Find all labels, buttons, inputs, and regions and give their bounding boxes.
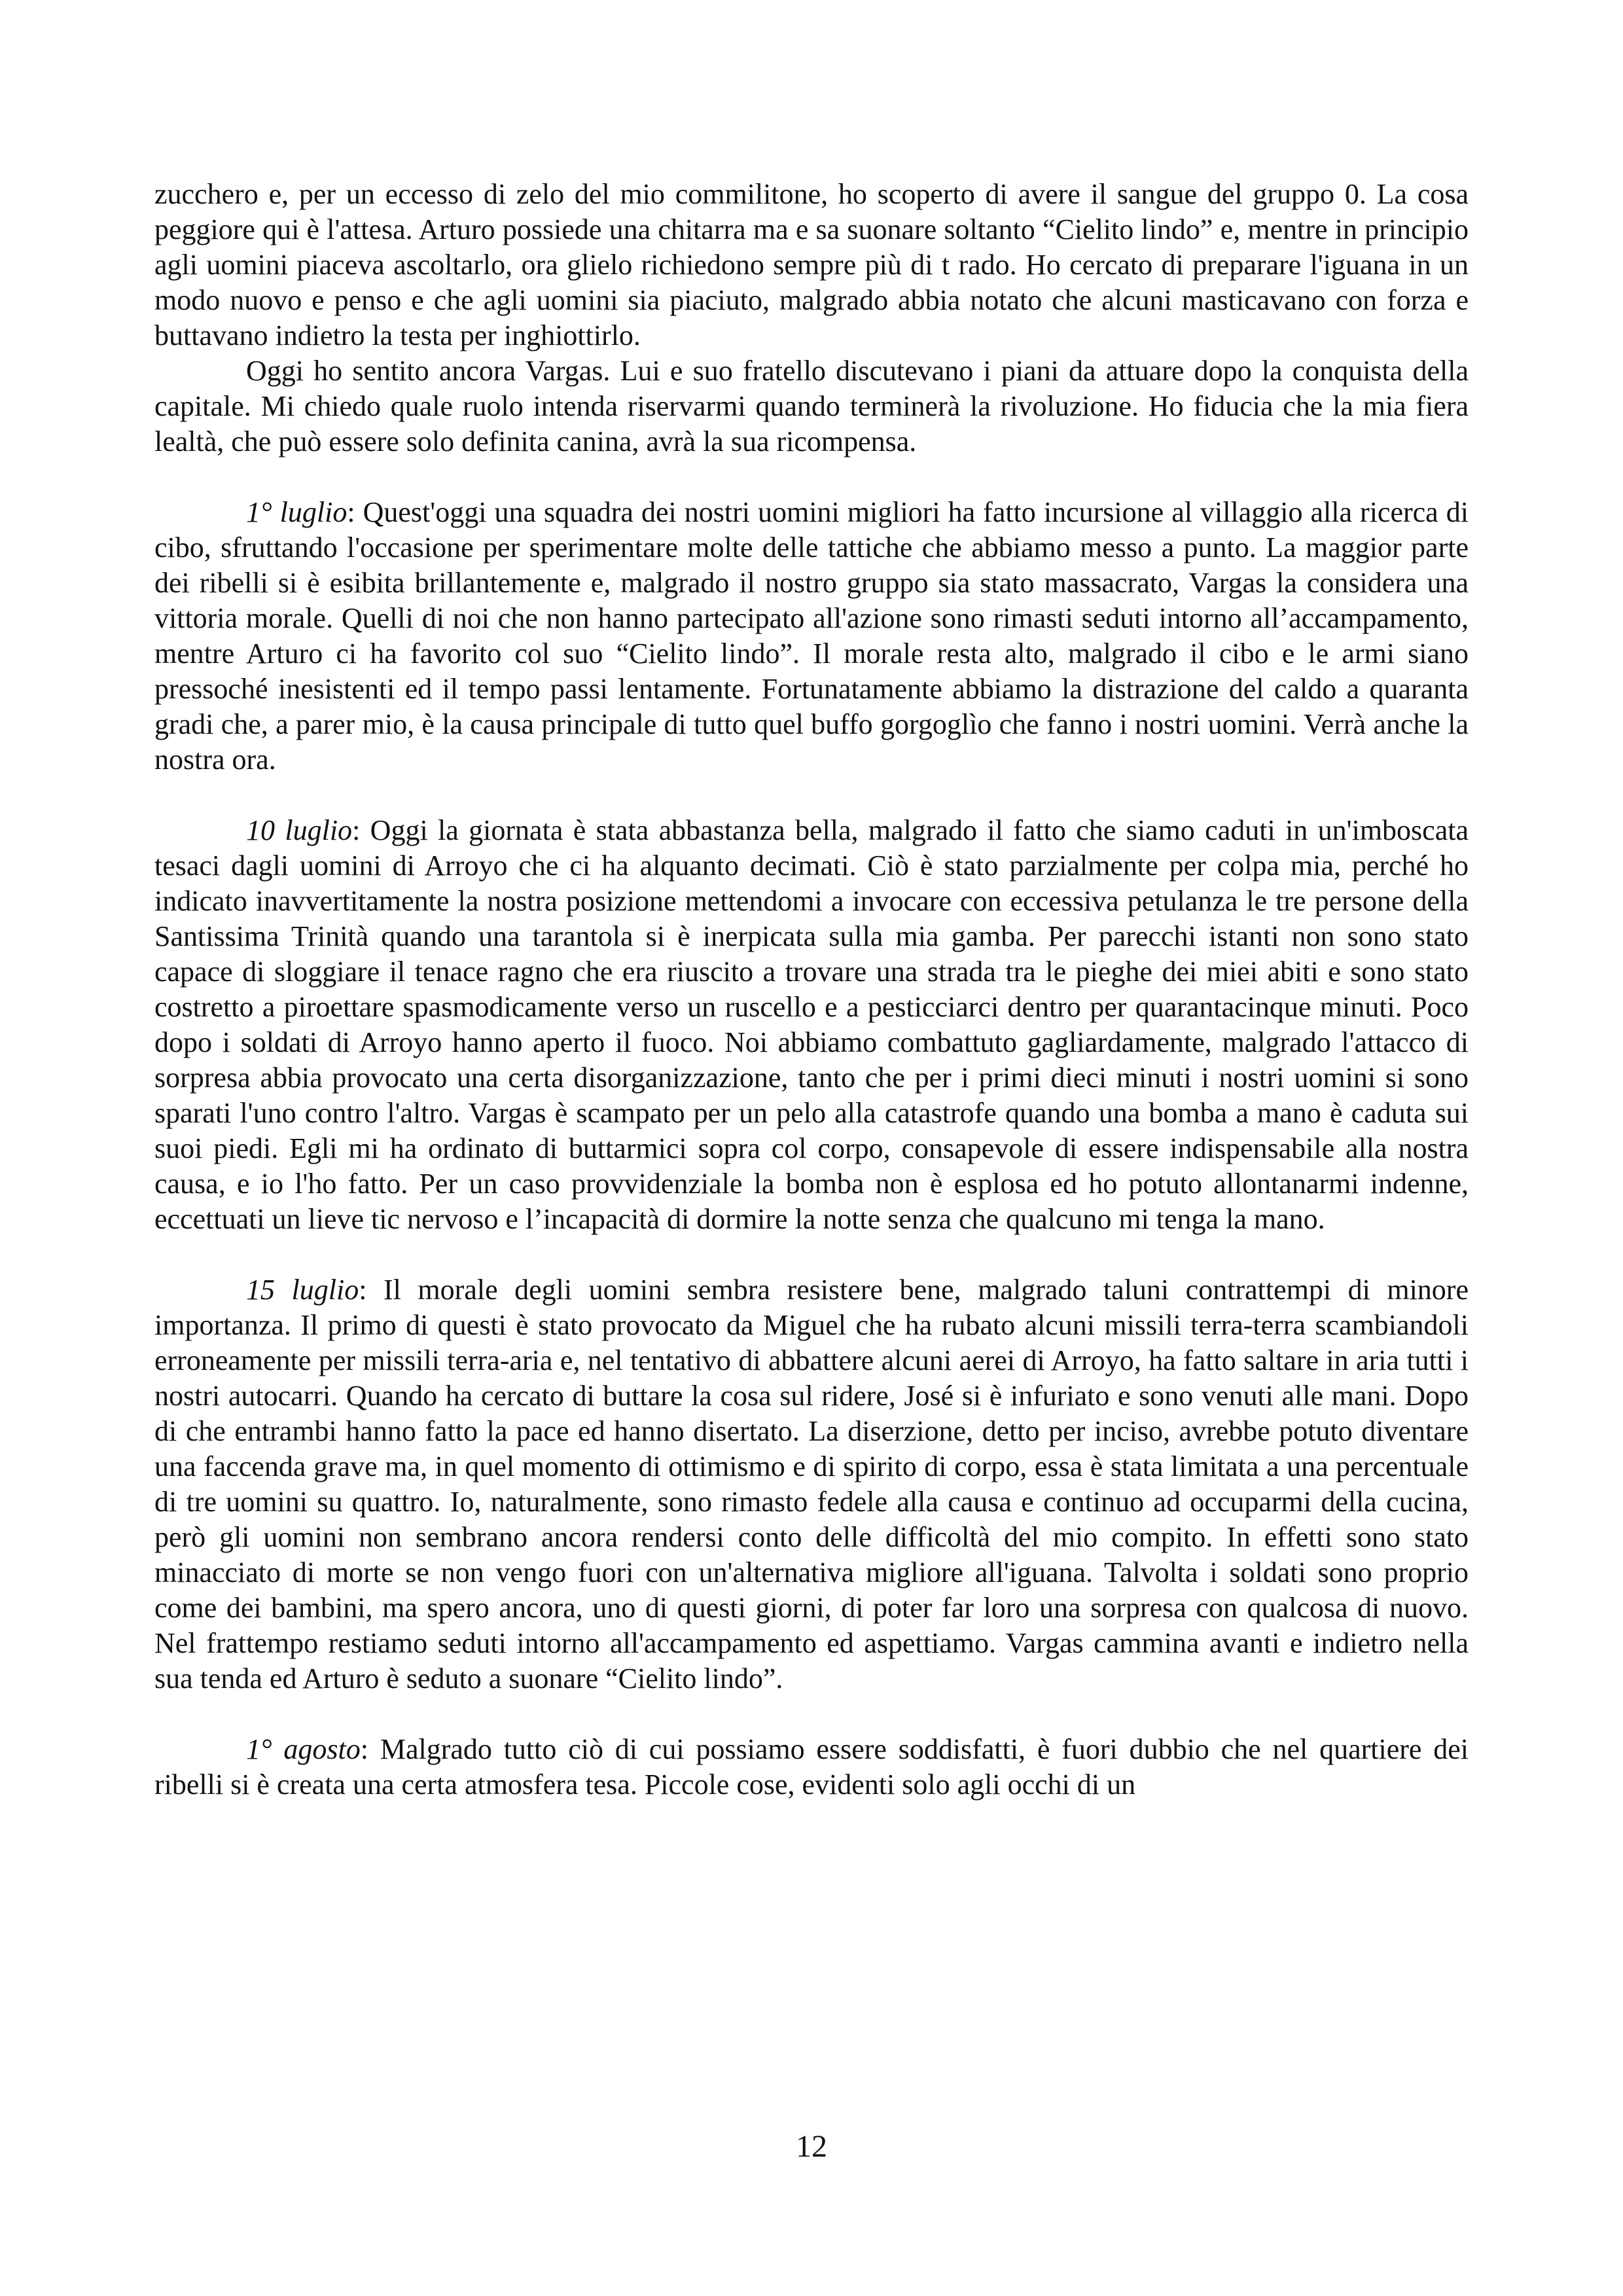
entry-date: 1° agosto	[246, 1733, 361, 1765]
paragraph-intro-2: Oggi ho sentito ancora Vargas. Lui e suo fratello discutevano i piani da attuare dopo la conquista della capitale. Mi chiedo quale ruolo intenda riservarmi quando terminerà la rivoluzione. Ho fiducia che la mia fiera lealtà, che può essere solo definita canina, avrà la sua ricompensa.	[154, 355, 1469, 457]
entry-date-separator: :	[359, 1274, 367, 1306]
entry-text: Quest'oggi una squadra dei nostri uomini migliori ha fatto incursione al villaggio alla ricerca di cibo, sfruttando l'occasione per sperimentare molte delle tattiche che abbiamo messo a punto. La maggior parte dei ribelli si è esibita brillantemente e, malgrado il nostro gruppo sia stato massacrato, Vargas la considera una vittoria morale. Quelli di noi che non hanno partecipato all'azione sono rimasti seduti intorno all’accampamento, mentre Arturo ci ha favorito col suo “Cielito lindo”. Il morale resta alto, malgrado il cibo e le armi siano pressoché inesistenti ed il tempo passi lentamente. Fortunatamente abbiamo la distrazione del caldo a quaranta gradi che, a parer mio, è la causa principale di tutto quel buffo gorgoglìo che fanno i nostri uomini. Verrà anche la nostra ora.	[154, 496, 1469, 776]
diary-entry-15-luglio	[154, 1272, 1469, 1696]
document-page	[154, 177, 1469, 1803]
entry-text: Malgrado tutto ciò di cui possiamo essere soddisfatti, è fuori dubbio che nel quartiere dei ribelli si è creata una certa atmosfera tesa. Piccole cose, evidenti solo agli occhi di un	[154, 1733, 1469, 1801]
entry-date: 1° luglio	[246, 496, 348, 528]
entry-text: Oggi la giornata è stata abbastanza bella, malgrado il fatto che siamo caduti in un'imboscata tesaci dagli uomini di Arroyo che ci ha alquanto decimati. Ciò è stato parzialmente per colpa mia, perché ho indicato inavvertitamente la nostra posizione mettendomi a invocare con eccessiva petulanza le tre persone della Santissima Trinità quando una tarantola si è inerpicata sulla mia gamba. Per parecchi istanti non sono stato capace di sloggiare il tenace ragno che era riuscito a trovare una strada tra le pieghe dei miei abiti e sono stato costretto a piroettare spasmodicamente verso un ruscello e a pesticciarci dentro per quarantacinque minuti. Poco dopo i soldati di Arroyo hanno aperto il fuoco. Noi abbiamo combattuto gagliardamente, malgrado l'attacco di sorpresa abbia provocato una certa disorganizzazione, tanto che per i primi dieci minuti i nostri uomini si sono sparati l'uno contro l'altro. Vargas è scampato per un pelo alla catastrofe quando una bomba a mano è caduta sui suoi piedi. Egli mi ha ordinato di buttarmici sopra col corpo, consapevole di essere indispensabile alla nostra causa, e io l'ho fatto. Per un caso provvidenziale la bomba non è esplosa ed ho potuto allontanarmi indenne, eccettuati un lieve tic nervoso e l’incapacità di dormire la notte senza che qualcuno mi tenga la mano.	[154, 814, 1469, 1235]
entry-date-separator: :	[347, 496, 355, 528]
entry-date-separator: :	[352, 814, 361, 846]
diary-entry-1-luglio	[154, 495, 1469, 778]
entry-date: 10 luglio	[246, 814, 353, 846]
entry-date: 15 luglio	[246, 1274, 359, 1306]
paragraph-intro-1: zucchero e, per un eccesso di zelo del mio commilitone, ho scoperto di avere il sangue del gruppo 0. La cosa peggiore qui è l'attesa. Arturo possiede una chitarra ma e sa suonare soltanto “Cielito lindo” e, mentre in principio agli uomini piaceva ascoltarlo, ora glielo richiedono sempre più di t rado. Ho cercato di preparare l'iguana in un modo nuovo e penso e che agli uomini sia piaciuto, malgrado abbia notato che alcuni masticavano con forza e buttavano indietro la testa per inghiottirlo.	[154, 178, 1469, 351]
entry-date-separator: :	[360, 1733, 368, 1765]
diary-entry-1-agosto	[154, 1732, 1469, 1803]
entry-text: Il morale degli uomini sembra resistere bene, malgrado taluni contrattempi di minore importanza. Il primo di questi è stato provocato da Miguel che ha rubato alcuni missili terra-terra scambiandoli erroneamente per missili terra-aria e, nel tentativo di abbattere alcuni aerei di Arroyo, ha fatto saltare in aria tutti i nostri autocarri. Quando ha cercato di buttare la cosa sul ridere, José si è infuriato e sono venuti alle mani. Dopo di che entrambi hanno fatto la pace ed hanno disertato. La diserzione, detto per inciso, avrebbe potuto diventare una faccenda grave ma, in quel momento di ottimismo e di spirito di corpo, essa è stata limitata a una percentuale di tre uomini su quattro. Io, naturalmente, sono rimasto fedele alla causa e continuo ad occuparmi della cucina, però gli uomini non sembrano ancora rendersi conto delle difficoltà del mio compito. In effetti sono stato minacciato di morte se non vengo fuori con un'alternativa migliore all'iguana. Talvolta i soldati sono proprio come dei bambini, ma spero ancora, uno di questi giorni, di poter far loro una sorpresa con qualcosa di nuovo. Nel frattempo restiamo seduti intorno all'accampamento ed aspettiamo. Vargas cammina avanti e indietro nella sua tenda ed Arturo è seduto a suonare “Cielito lindo”.	[154, 1274, 1469, 1695]
page-number: 12	[796, 2129, 827, 2164]
diary-entry-10-luglio	[154, 813, 1469, 1237]
